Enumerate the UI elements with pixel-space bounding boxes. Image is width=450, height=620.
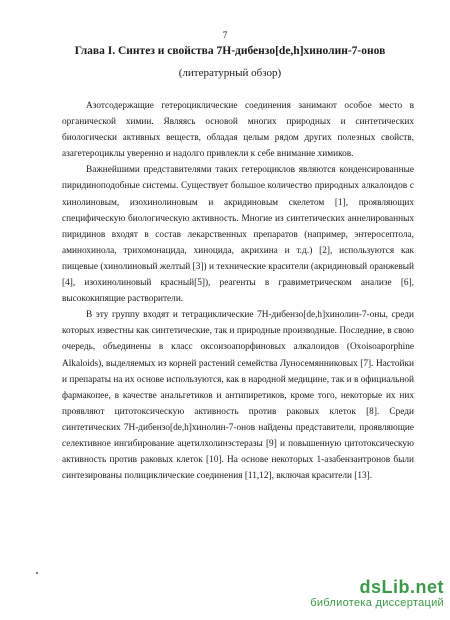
chapter-title: Глава I. Синтез и свойства 7H-дибензо[de,h]хинолин-7-онов — [74, 45, 386, 57]
body-text — [62, 98, 414, 484]
paragraph-dibenzoquinolinones: В эту группу входят и тетрациклические 7H-дибензо[de,h]хинолин-7-оны, среди которых известны как синтетические, так и природные производные. Последние, в свою очередь, объединены в класс оксоизоапорфиновых алкалоидов (Oxoisoaporphine Alkaloids), выделяемых из корней растений семейства Луносемянниковых [7]. Настойки и препараты на их основе используются, как в народной медицине, так и в официальной фармакопее, в качестве анальгетиков и антипиретиков, кроме того, некоторые их них проявляют цитотоксическую активность против раковых клеток [8]. Среди синтетических 7H-дибензо[de,h]хинолин-7-онов найдены представители, проявляющие селективное ингибирование ацетилхолинэстеразы [9] и повышенную цитотоксическую активность против раковых клеток [10]. На основе некоторых 1-азабензантронов были синтезированы полициклические соединения [11,12], включая красители [13]. — [62, 310, 414, 482]
page-number: 7 — [222, 31, 228, 41]
watermark-logo: dsLib.net — [359, 577, 444, 597]
watermark — [254, 577, 444, 610]
page-mark — [36, 572, 38, 574]
paragraph-pyridines: Важнейшими представителями таких гетероциклов являются конденсированные пиридиноподобные системы. Существует большое количество природных алкалоидов с хинолиновым, изохинолиновым и акридиновым скелетом [1], проявляющих специфическую биологическую активность. Многие из синтетических аннелированных пиридинов входят в состав лекарственных препаратов (например, энтеросептола, аминохинола, трихомонацида, хиноцида, акрихина и т.д.) [2], используются как пищевые (хинолиновый желтый [3]) и технические красители (акридиновый оранжевый [4], изохинолиновый красный[5]), реагенты в гравиметрическом анализе [6], высококипящие растворители. — [62, 165, 414, 305]
watermark-tagline: библиотека диссертаций — [310, 597, 444, 609]
chapter-subtitle: (литературный обзор) — [178, 67, 282, 79]
paragraph-intro: Азотсодержащие гетероциклические соединения занимают особое место в органической химии. Являясь основой многих природных и синтетических биологически активных веществ, обладая целым рядом других полезных свойств, азагетероциклы уверенно и надолго привлекли к себе внимание химиков. — [62, 101, 414, 160]
